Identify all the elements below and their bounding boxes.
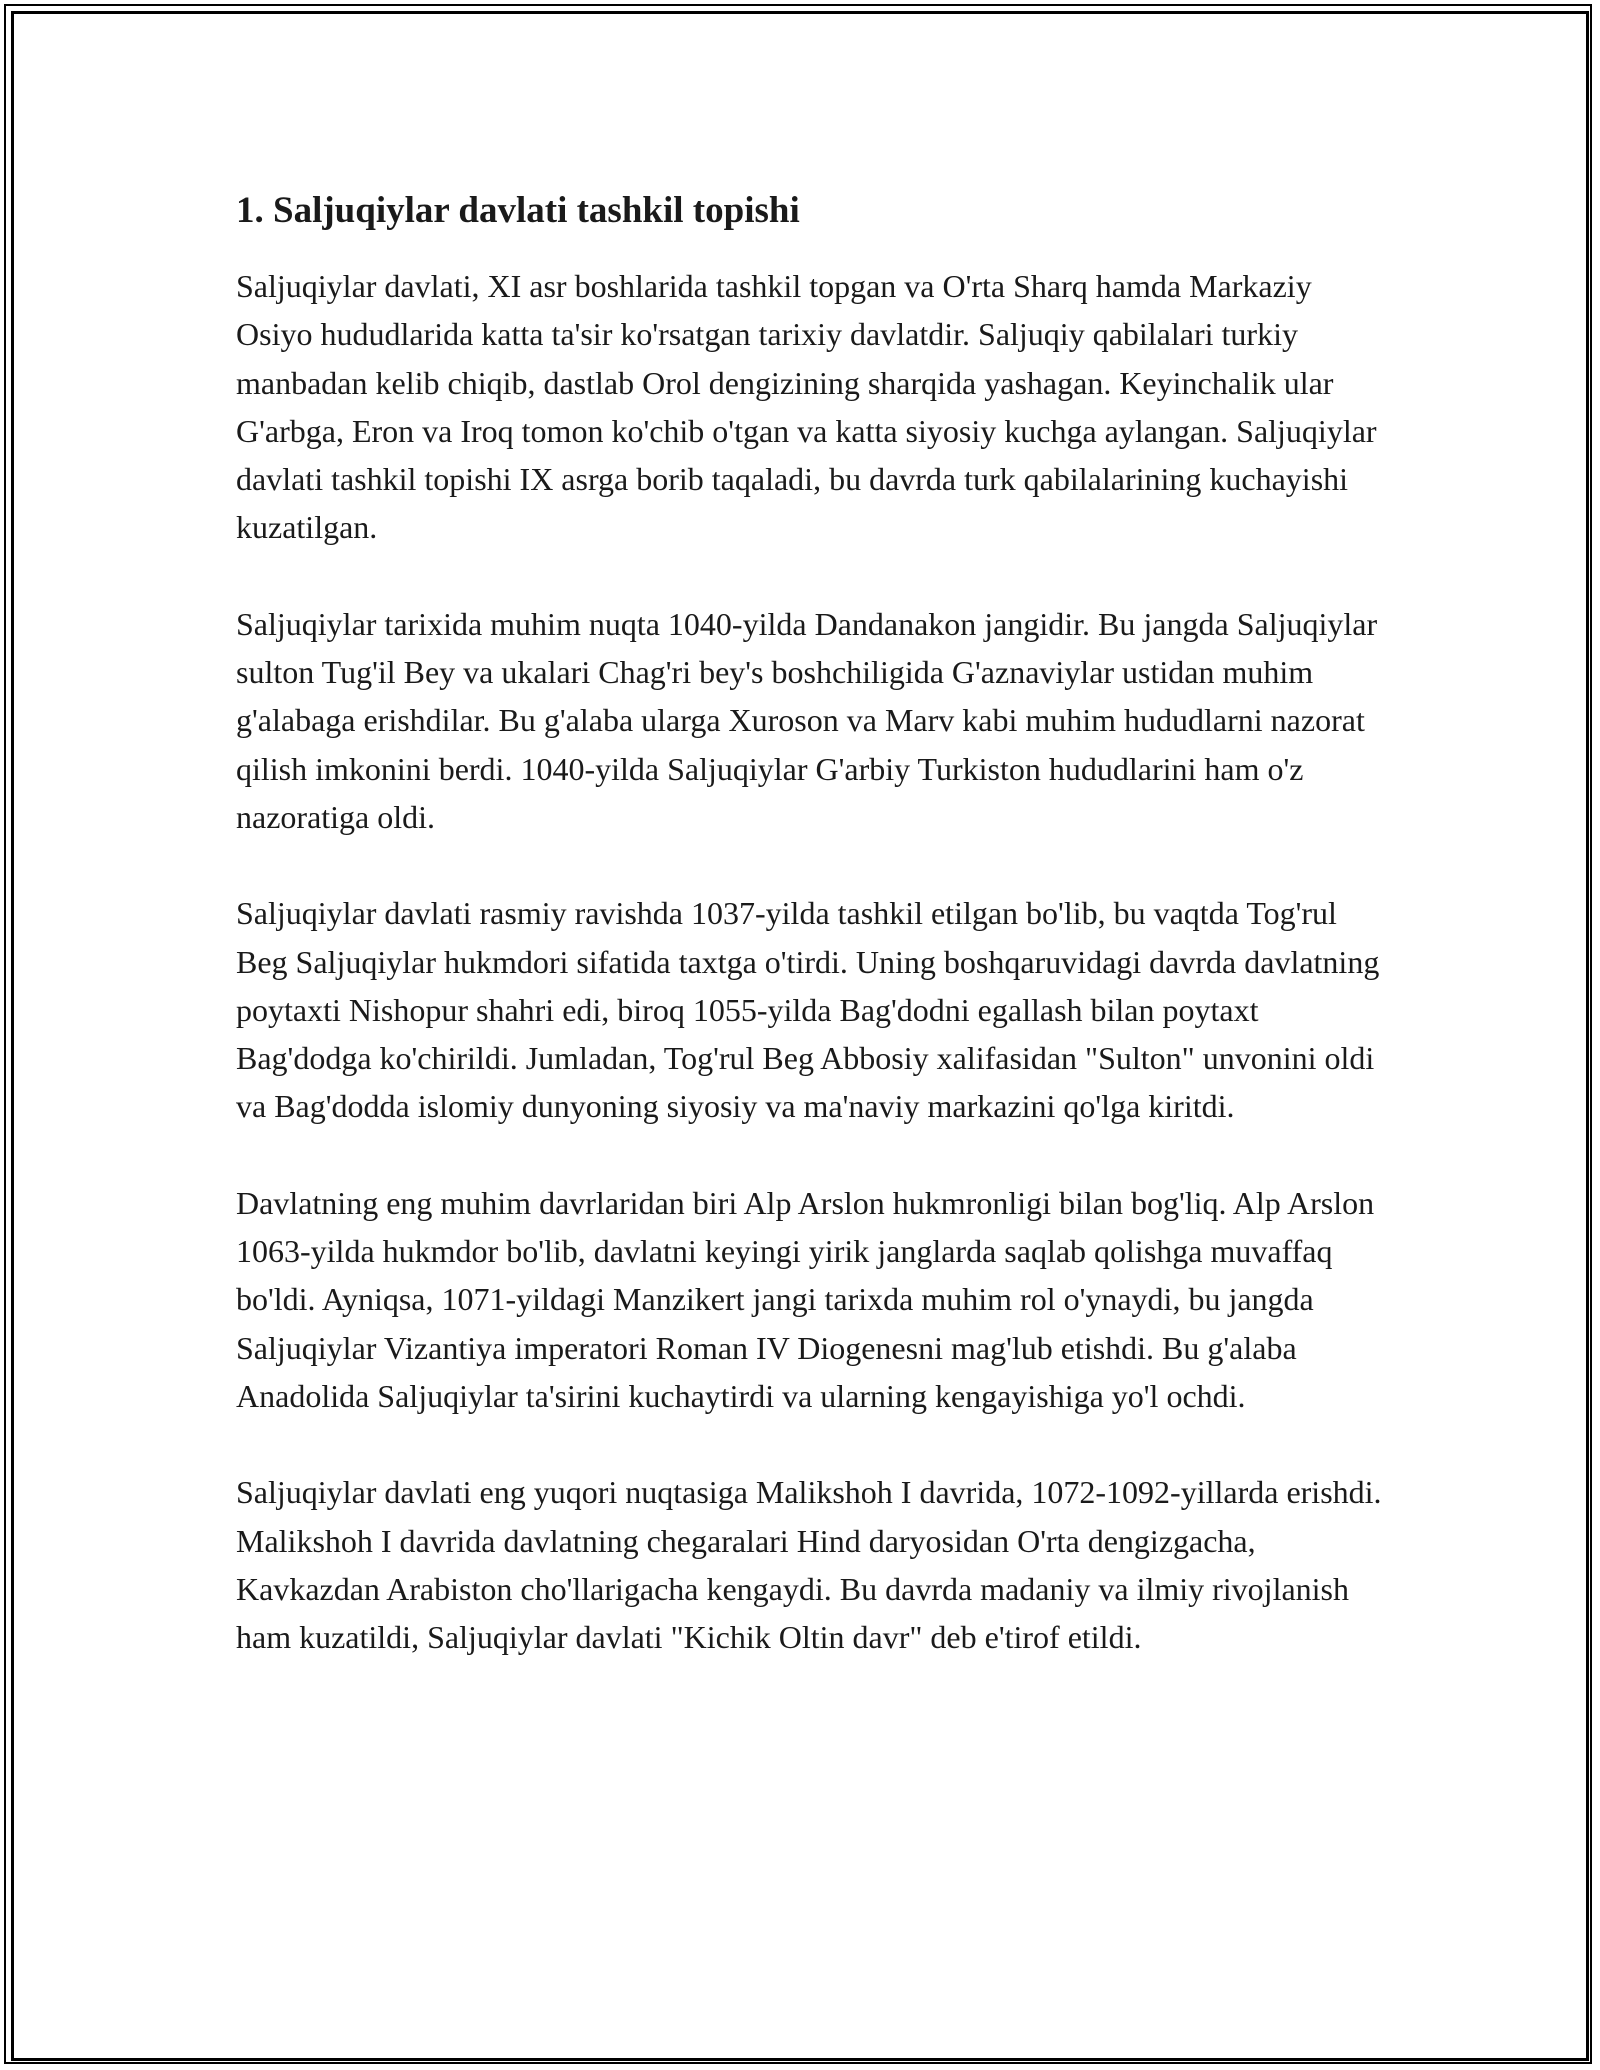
paragraph-1: Saljuqiylar davlati, XI asr boshlarida tashkil topgan va O'rta Sharq hamda Markaziy Osiyo hududlarida katta ta'sir ko'rsatgan tarixiy davlatdir. Saljuqiy qabilalari turkiy manbadan kelib chiqib, dastlab Orol dengizining sharqida yashagan. Keyinchalik ular G'arbga, Eron va Iroq tomon ko'chib o'tgan va katta siyosiy kuchga aylangan. Saljuqiylar davlati tashkil topishi IX asrga borib taqaladi, bu davrda turk qabilalarining kuchayishi kuzatilgan. (236, 268, 1377, 546)
document-body (236, 186, 1386, 1709)
section-heading: 1. Saljuqiylar davlati tashkil topishi (236, 190, 800, 231)
paragraph-2: Saljuqiylar tarixida muhim nuqta 1040-yilda Dandanakon jangidir. Bu jangda Saljuqiylar sulton Tug'il Bey va ukalari Chag'ri bey's boshchiligida G'aznaviylar ustidan muhim g'alabaga erishdilar. Bu g'alaba ularga Xuroson va Marv kabi muhim hududlarni nazorat qilish imkonini berdi. 1040-yilda Saljuqiylar G'arbiy Turkiston hududlarini ham o'z nazoratiga oldi. (236, 605, 1378, 835)
paragraph-4: Davlatning eng muhim davrlaridan biri Alp Arslon hukmronligi bilan bog'liq. Alp Arslon 1063-yilda hukmdor bo'lib, davlatni keyingi yirik janglarda saqlab qolishga muvaffaq bo'ldi. Ayniqsa, 1071-yildagi Manzikert jangi tarixda muhim rol o'ynaydi, bu jangda Saljuqiylar Vizantiya imperatori Roman IV Diogenesni mag'lub etishdi. Bu g'alaba Anadolida Saljuqiylar ta'sirini kuchaytirdi va ularning kengayishiga yo'l ochdi. (236, 1184, 1375, 1414)
paragraph-3: Saljuqiylar davlati rasmiy ravishda 1037-yilda tashkil etilgan bo'lib, bu vaqtda Tog'rul Beg Saljuqiylar hukmdori sifatida taxtga o'tirdi. Uning boshqaruvidagi davrda davlatning poytaxti Nishopur shahri edi, biroq 1055-yilda Bag'dodni egallash bilan poytaxt Bag'dodga ko'chirildi. Jumladan, Tog'rul Beg Abbosiy xalifasidan "Sulton" unvonini oldi va Bag'dodda islomiy dunyoning siyosiy va ma'naviy markazini qo'lga kiritdi. (236, 895, 1380, 1125)
paragraph-5: Saljuqiylar davlati eng yuqori nuqtasiga Malikshoh I davrida, 1072-1092-yillarda erishdi. Malikshoh I davrida davlatning chegaralari Hind daryosidan O'rta dengizgacha, Kavkazdan Arabiston cho'llarigacha kengaydi. Bu davrda madaniy va ilmiy rivojlanish ham kuzatildi, Saljuqiylar davlati "Kichik Oltin davr" deb e'tirof etildi. (236, 1474, 1382, 1656)
